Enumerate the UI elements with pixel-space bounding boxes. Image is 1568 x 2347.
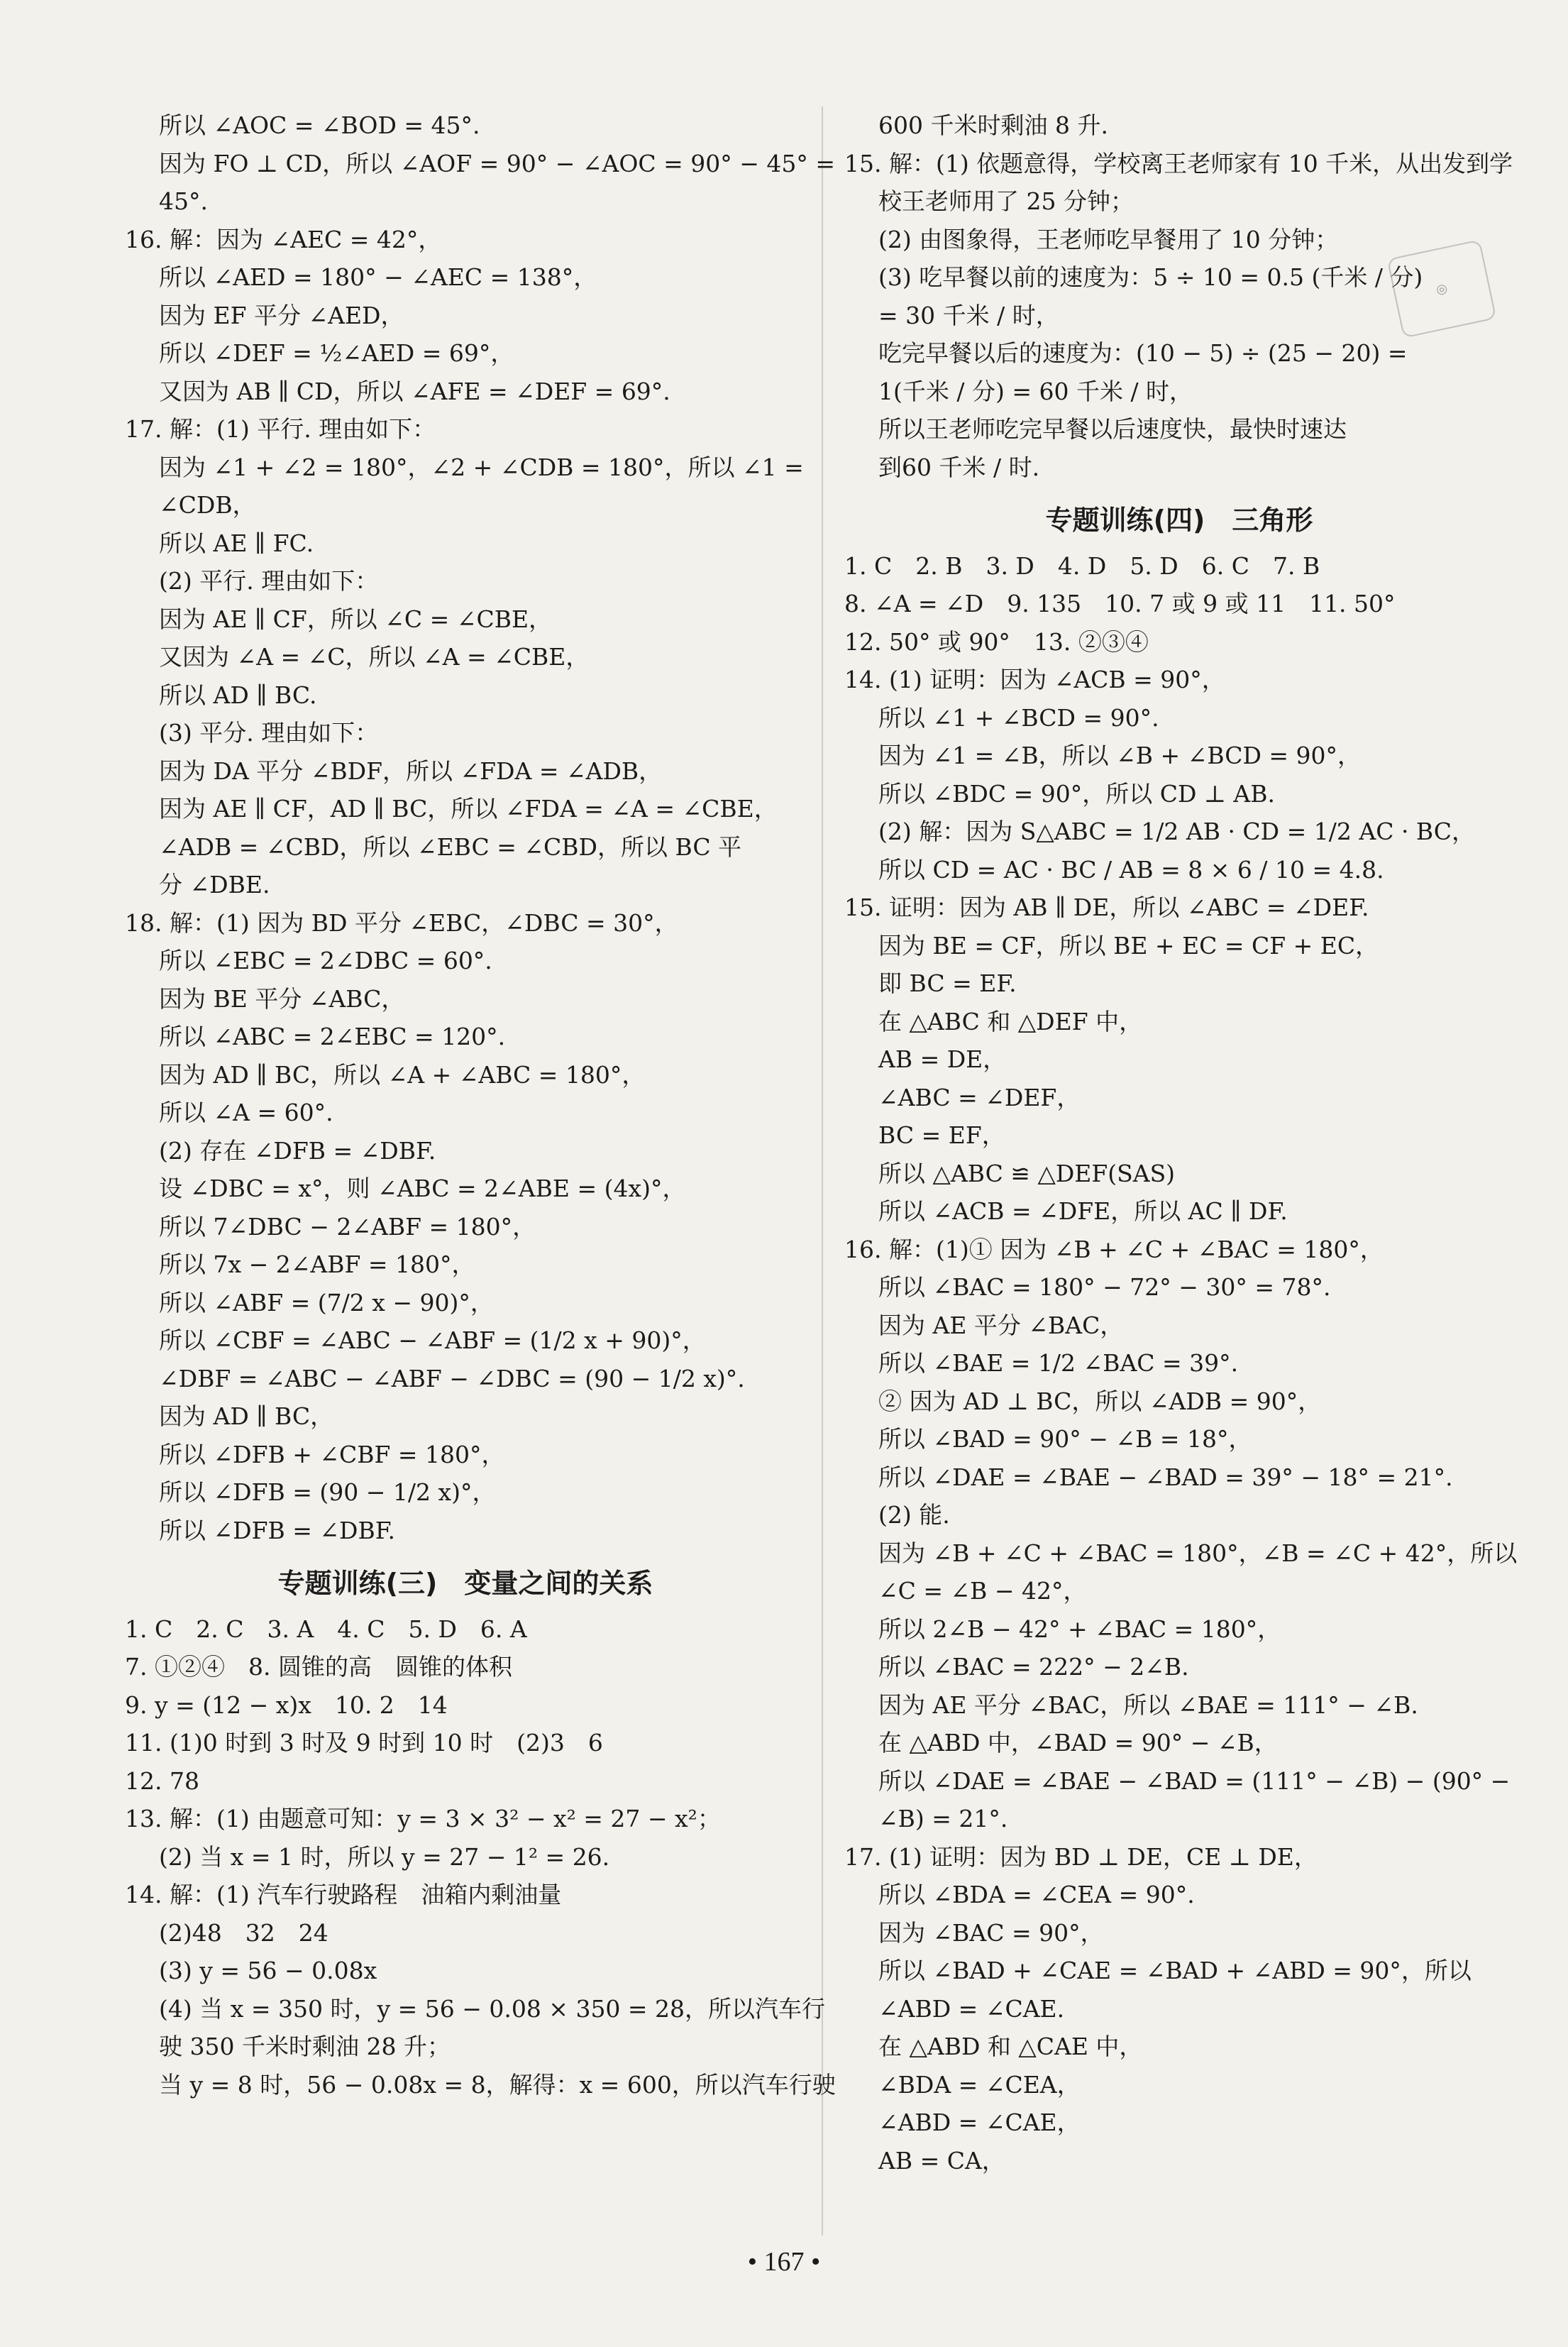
text-line: 因为 BE = CF，所以 BE + EC = CF + EC， bbox=[878, 931, 1379, 960]
text-line: 所以 ∠BDA = ∠CEA = 90°. bbox=[878, 1881, 1195, 1908]
text-line: 因为 ∠1 + ∠2 = 180°，∠2 + ∠CDB = 180°，所以 ∠1 = bbox=[159, 453, 804, 481]
text-line: 校王老师用了 25 分钟； bbox=[878, 187, 1134, 215]
column-divider bbox=[822, 106, 823, 2236]
text-line: (2) 由图象得，王老师吃早餐用了 10 分钟； bbox=[878, 225, 1339, 253]
text-line: 8. ∠A = ∠D 9. 135 10. 7 或 9 或 11 11. 50° bbox=[844, 590, 1396, 617]
text-line: 所以 ∠1 + ∠BCD = 90°. bbox=[878, 703, 1159, 732]
text-line: BC = EF， bbox=[878, 1121, 1005, 1149]
text-line: 所以 ∠ACB = ∠DFE，所以 AC ∥ DF. bbox=[878, 1197, 1288, 1225]
text-line: 所以 ∠DAE = ∠BAE − ∠BAD = 39° − 18° = 21°. bbox=[878, 1463, 1453, 1491]
text-line: 所以 ∠DFB + ∠CBF = 180°， bbox=[159, 1440, 505, 1468]
text-line: (4) 当 x = 350 时，y = 56 − 0.08 × 350 = 28，所以汽车行 bbox=[159, 1994, 826, 2023]
text-line: 因为 AE 平分 ∠BAC， bbox=[878, 1311, 1124, 1339]
text-line: 所以 ∠EBC = 2∠DBC = 60°. bbox=[159, 947, 492, 974]
text-line: (2) 能. bbox=[878, 1501, 950, 1529]
text-line: 所以 ∠DAE = ∠BAE − ∠BAD = (111° − ∠B) − (90° − bbox=[878, 1766, 1511, 1795]
text-line: 因为 FO ⊥ CD，所以 ∠AOF = 90° − ∠AOC = 90° − 45° = bbox=[159, 149, 836, 177]
text-line: AB = DE， bbox=[878, 1045, 1007, 1073]
text-line: = 30 千米 / 时， bbox=[878, 301, 1059, 329]
text-line: 所以 AD ∥ BC. bbox=[159, 681, 317, 709]
right-column bbox=[844, 106, 1518, 2180]
text-line: ∠ADB = ∠CBD，所以 ∠EBC = ∠CBD，所以 BC 平 bbox=[159, 832, 742, 861]
text-line: 16. 解：(1)① 因为 ∠B + ∠C + ∠BAC = 180°， bbox=[844, 1235, 1384, 1263]
text-line: ② 因为 AD ⊥ BC，所以 ∠ADB = 90°， bbox=[878, 1387, 1322, 1415]
text-line: 因为 AD ∥ BC，所以 ∠A + ∠ABC = 180°， bbox=[159, 1060, 646, 1089]
text-line: 15. 证明：因为 AB ∥ DE，所以 ∠ABC = ∠DEF. bbox=[844, 894, 1369, 921]
text-line: ∠BDA = ∠CEA， bbox=[878, 2070, 1081, 2099]
text-line: (3) 平分. 理由如下： bbox=[159, 719, 379, 747]
text-line: 因为 AD ∥ BC， bbox=[159, 1402, 334, 1430]
text-line: 所以 ∠AOC = ∠BOD = 45°. bbox=[159, 111, 480, 139]
text-line: 因为 ∠1 = ∠B，所以 ∠B + ∠BCD = 90°， bbox=[878, 742, 1362, 769]
text-line: 所以 ∠A = 60°. bbox=[159, 1099, 333, 1126]
text-line: 又因为 AB ∥ CD，所以 ∠AFE = ∠DEF = 69°. bbox=[159, 377, 670, 405]
text-line: 因为 ∠B + ∠C + ∠BAC = 180°，∠B = ∠C + 42°，所以 bbox=[878, 1539, 1518, 1567]
text-line: ∠ABD = ∠CAE， bbox=[878, 2109, 1081, 2136]
text-line: (2) 存在 ∠DFB = ∠DBF. bbox=[159, 1136, 436, 1165]
text-line: 45°. bbox=[159, 187, 208, 215]
text-line: 所以 ∠BAC = 180° − 72° − 30° = 78°. bbox=[878, 1273, 1331, 1301]
text-line: AB = CA， bbox=[878, 2146, 1005, 2175]
text-line: 所以 7∠DBC − 2∠ABF = 180°， bbox=[159, 1212, 536, 1241]
text-line: 所以 ∠BAD + ∠CAE = ∠BAD + ∠ABD = 90°，所以 bbox=[878, 1957, 1472, 1984]
text-line: 所以 ∠BAD = 90° − ∠B = 18°， bbox=[878, 1425, 1252, 1453]
text-line: 因为 AE ∥ CF，所以 ∠C = ∠CBE， bbox=[159, 605, 553, 633]
text-line: 17. (1) 证明：因为 BD ⊥ DE，CE ⊥ DE， bbox=[844, 1842, 1318, 1871]
text-line: 12. 50° 或 90° 13. ②③④ bbox=[844, 627, 1149, 656]
text-line: 所以 ∠AED = 180° − ∠AEC = 138°， bbox=[159, 263, 597, 291]
text-line: 1. C 2. C 3. A 4. C 5. D 6. A bbox=[125, 1615, 527, 1643]
text-line: 因为 AE ∥ CF，AD ∥ BC，所以 ∠FDA = ∠A = ∠CBE， bbox=[159, 795, 778, 823]
text-line: ∠CDB， bbox=[159, 491, 256, 519]
text-line: (2)48 32 24 bbox=[159, 1918, 328, 1947]
text-line: 所以 ∠BAE = 1/2 ∠BAC = 39°. bbox=[878, 1349, 1239, 1377]
text-line: 所以 AE ∥ FC. bbox=[159, 529, 314, 557]
text-line: 因为 BE 平分 ∠ABC， bbox=[159, 984, 405, 1013]
text-line: 又因为 ∠A = ∠C，所以 ∠A = ∠CBE， bbox=[159, 643, 590, 671]
text-line: (2) 平行. 理由如下： bbox=[159, 567, 379, 595]
text-line: 因为 EF 平分 ∠AED， bbox=[159, 301, 404, 329]
text-line: 吃完早餐以后的速度为：(10 − 5) ÷ (25 − 20) = bbox=[878, 339, 1408, 367]
text-line: 所以 2∠B − 42° + ∠BAC = 180°， bbox=[878, 1615, 1281, 1643]
text-line: 在 △ABC 和 △DEF 中， bbox=[878, 1007, 1143, 1035]
text-line: ∠DBF = ∠ABC − ∠ABF − ∠DBC = (90 − 1/2 x)°. bbox=[159, 1364, 745, 1392]
text-line: ∠C = ∠B − 42°， bbox=[878, 1577, 1087, 1605]
text-line: 11. (1)0 时到 3 时及 9 时到 10 时 (2)3 6 bbox=[125, 1729, 603, 1757]
text-line: 所以 CD = AC · BC / AB = 8 × 6 / 10 = 4.8. bbox=[878, 855, 1384, 884]
left-column bbox=[125, 106, 836, 2104]
text-line: 设 ∠DBC = x°，则 ∠ABC = 2∠ABE = (4x)°， bbox=[159, 1175, 686, 1202]
text-line: 因为 ∠BAC = 90°， bbox=[878, 1918, 1104, 1947]
text-line: 14. 解：(1) 汽车行驶路程 油箱内剩油量 bbox=[125, 1881, 562, 1908]
text-line: (3) 吃早餐以前的速度为：5 ÷ 10 = 0.5 (千米 / 分) bbox=[878, 263, 1423, 291]
text-line: 在 △ABD 中，∠BAD = 90° − ∠B， bbox=[878, 1729, 1278, 1757]
text-line: 所以 ∠CBF = ∠ABC − ∠ABF = (1/2 x + 90)°， bbox=[159, 1326, 706, 1354]
text-line: (3) y = 56 − 0.08x bbox=[159, 1957, 377, 1984]
section-title: 专题训练(四) 三角形 bbox=[1045, 505, 1313, 536]
text-line: ∠B) = 21°. bbox=[878, 1805, 1008, 1832]
text-line: 9. y = (12 − x)x 10. 2 14 bbox=[125, 1691, 448, 1719]
text-line: 所以王老师吃完早餐以后速度快，最快时速达 bbox=[878, 415, 1347, 443]
text-line: 所以 ∠ABF = (7/2 x − 90)°， bbox=[159, 1288, 494, 1317]
text-line: 所以 ∠DFB = (90 − 1/2 x)°， bbox=[159, 1478, 496, 1506]
text-line: 1(千米 / 分) = 60 千米 / 时， bbox=[878, 377, 1193, 405]
text-line: 12. 78 bbox=[125, 1766, 199, 1795]
text-line: 16. 解：因为 ∠AEC = 42°， bbox=[125, 225, 442, 253]
text-line: 所以 △ABC ≌ △DEF(SAS) bbox=[878, 1159, 1176, 1187]
text-line: 所以 ∠BDC = 90°，所以 CD ⊥ AB. bbox=[878, 779, 1276, 808]
text-line: 13. 解：(1) 由题意可知：y = 3 × 3² − x² = 27 − x²； bbox=[125, 1805, 721, 1832]
text-line: 18. 解：(1) 因为 BD 平分 ∠EBC，∠DBC = 30°， bbox=[125, 908, 678, 937]
watermark-stamp-icon: ◎ bbox=[1387, 239, 1497, 338]
text-line: 所以 ∠BAC = 222° − 2∠B. bbox=[878, 1653, 1189, 1681]
text-line: 到60 千米 / 时. bbox=[878, 453, 1040, 481]
text-line: 驶 350 千米时剩油 28 升； bbox=[159, 2033, 451, 2060]
text-line: 分 ∠DBE. bbox=[159, 871, 270, 898]
text-line: 因为 AE 平分 ∠BAC，所以 ∠BAE = 111° − ∠B. bbox=[878, 1691, 1418, 1719]
text-line: 15. 解：(1) 依题意得，学校离王老师家有 10 千米，从出发到学 bbox=[844, 149, 1513, 177]
text-line: 所以 ∠DFB = ∠DBF. bbox=[159, 1516, 395, 1544]
page-number: • 167 • bbox=[747, 2247, 821, 2277]
text-line: 7. ①②④ 8. 圆锥的高 圆锥的体积 bbox=[125, 1653, 512, 1681]
text-line: 所以 7x − 2∠ABF = 180°， bbox=[159, 1251, 475, 1278]
text-line: 在 △ABD 和 △CAE 中， bbox=[878, 2033, 1143, 2060]
text-line: 600 千米时剩油 8 升. bbox=[878, 111, 1108, 139]
text-line: 因为 DA 平分 ∠BDF，所以 ∠FDA = ∠ADB， bbox=[159, 757, 663, 785]
text-line: 14. (1) 证明：因为 ∠ACB = 90°， bbox=[844, 666, 1225, 693]
text-line: 所以 ∠DEF = ½∠AED = 69°， bbox=[159, 339, 514, 367]
text-line: 1. C 2. B 3. D 4. D 5. D 6. C 7. B bbox=[844, 551, 1320, 580]
text-line: 当 y = 8 时，56 − 0.08x = 8，解得：x = 600，所以汽车行驶 bbox=[159, 2070, 836, 2099]
text-line: (2) 解：因为 S△ABC = 1/2 AB · CD = 1/2 AC · BC， bbox=[878, 818, 1476, 845]
text-line: 17. 解：(1) 平行. 理由如下： bbox=[125, 415, 436, 443]
text-line: 所以 ∠ABC = 2∠EBC = 120°. bbox=[159, 1023, 506, 1050]
text-line: ∠ABC = ∠DEF， bbox=[878, 1083, 1081, 1111]
text-line: 即 BC = EF. bbox=[878, 969, 1017, 997]
text-line: ∠ABD = ∠CAE. bbox=[878, 1994, 1065, 2023]
section-title: 专题训练(三) 变量之间的关系 bbox=[277, 1568, 653, 1599]
text-line: (2) 当 x = 1 时，所以 y = 27 − 1² = 26. bbox=[159, 1842, 610, 1871]
